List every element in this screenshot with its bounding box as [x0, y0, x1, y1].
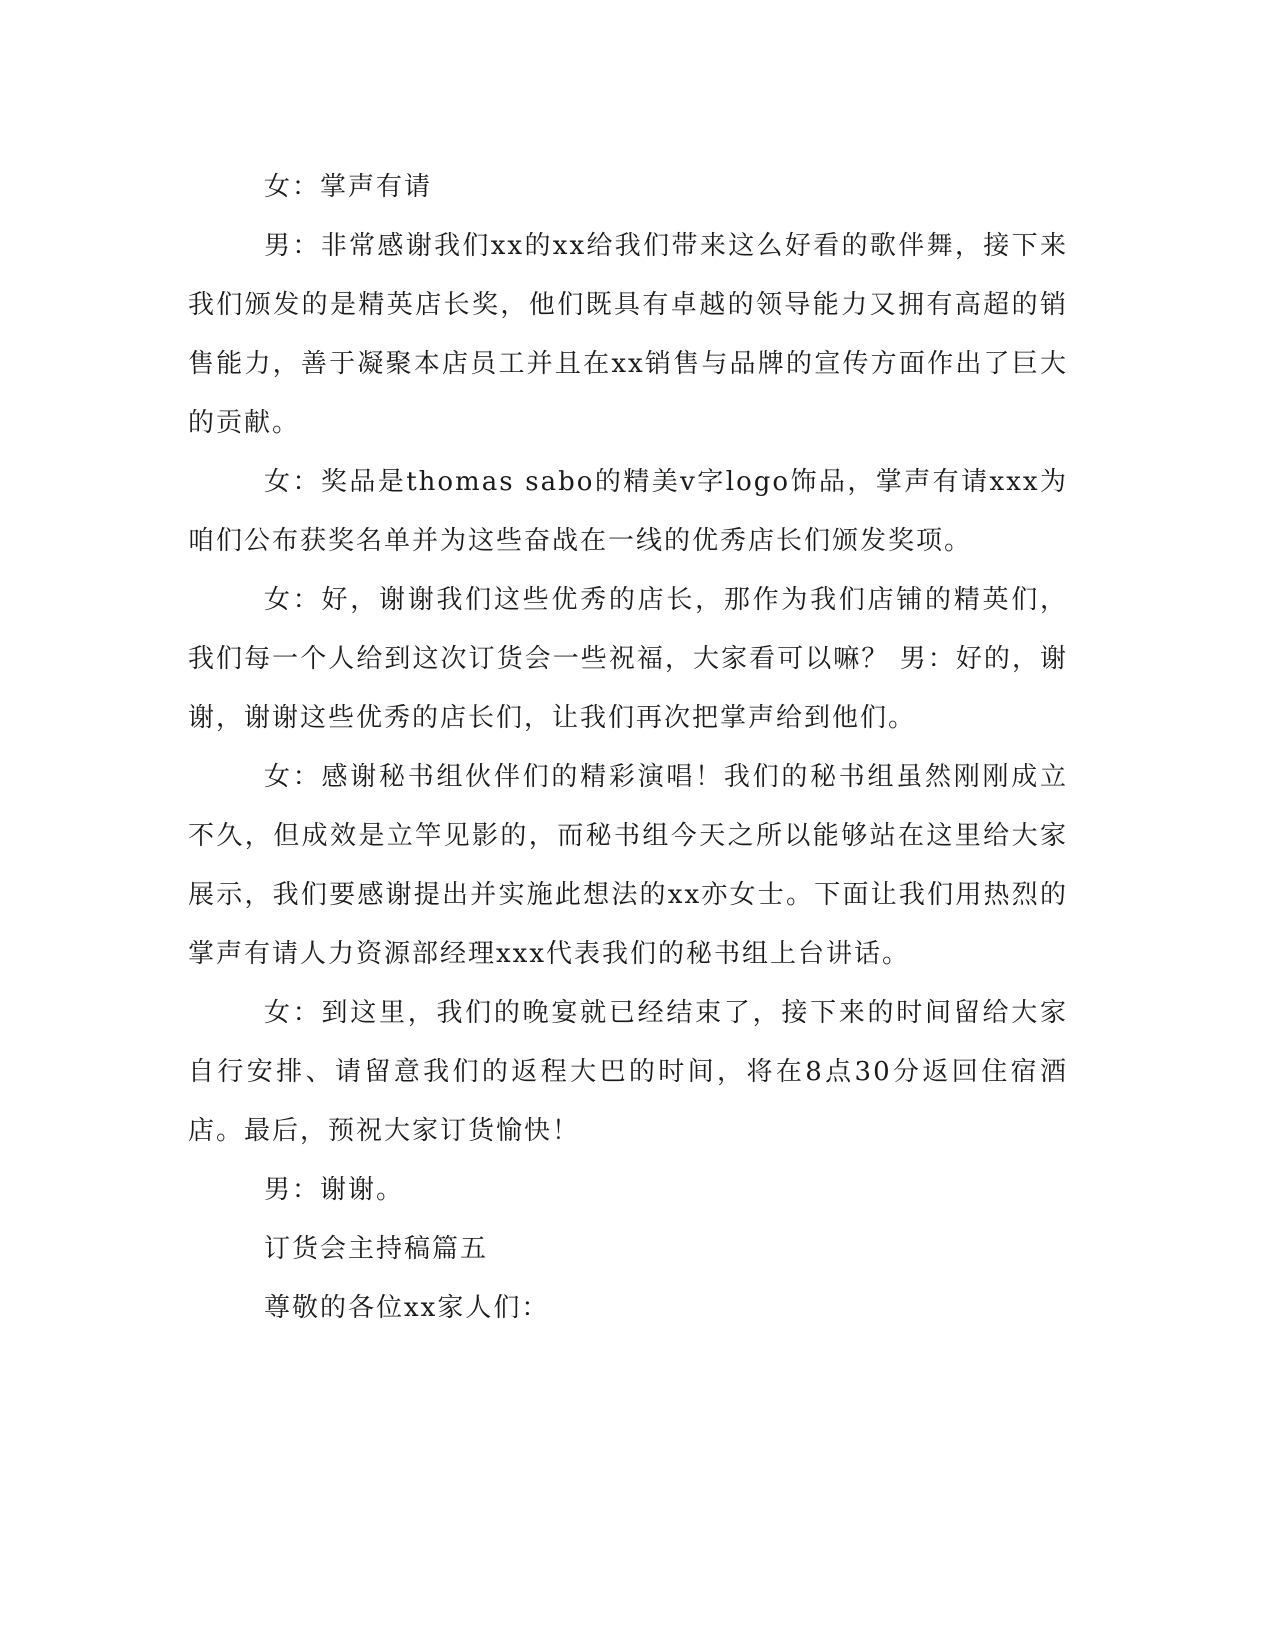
paragraph-greeting: 尊敬的各位xx家人们： [264, 1293, 550, 1323]
paragraph-elite-manager-award: 男：非常感谢我们xx的xx给我们带来这么好看的歌伴舞，接下来我们颁发的是精英店长奖，他们既具有卓越的领导能力又拥有高超的销售能力，善于凝聚本店员工并且在xx销售与品牌的宣传方面作出了巨大的贡献。 [188, 231, 1068, 438]
paragraph-male-thanks: 男：谢谢。 [264, 1175, 405, 1205]
paragraph-secretary-group: 女：感谢秘书组伙伴们的精彩演唱！我们的秘书组虽然刚刚成立不久，但成效是立竿见影的，而秘书组今天之所以能够站在这里给大家展示，我们要感谢提出并实施此想法的xx亦女士。下面让我们用热烈的掌声有请人力资源部经理xxx代表我们的秘书组上台讲话。 [188, 762, 1068, 969]
paragraph-banquet-end: 女：到这里，我们的晚宴就已经结束了，接下来的时间留给大家自行安排、请留意我们的返程大巴的时间，将在8点30分返回住宿酒店。最后，预祝大家订货愉快！ [188, 998, 1068, 1146]
paragraph-thanks-managers: 女：好，谢谢我们这些优秀的店长，那作为我们店铺的精英们，我们每一个人给到这次订货会一些祝福，大家看可以嘛？ 男：好的，谢谢，谢谢这些优秀的店长们，让我们再次把掌声给到他们。 [188, 585, 1068, 733]
section-heading: 订货会主持稿篇五 [264, 1234, 489, 1264]
paragraph-female-applause: 女：掌声有请 [264, 172, 433, 202]
paragraph-prize-announcement: 女：奖品是thomas sabo的精美v字logo饰品，掌声有请xxx为咱们公布获奖名单并为这些奋战在一线的优秀店长们颁发奖项。 [188, 467, 1068, 556]
document-body [188, 158, 1068, 1338]
